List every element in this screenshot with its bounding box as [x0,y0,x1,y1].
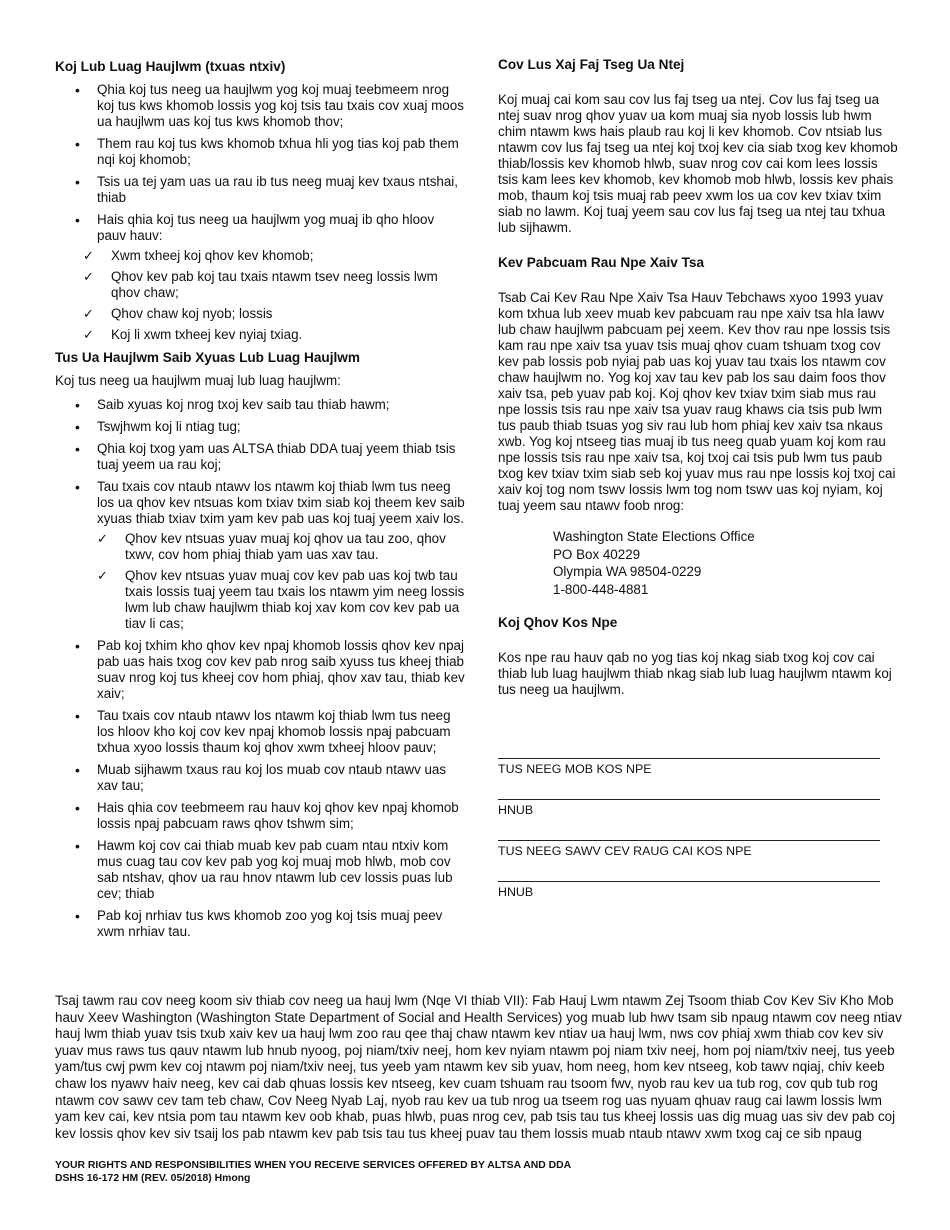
client-signature-line[interactable] [498,728,880,759]
list-item: • Tswjhwm koj li ntiag tug; [55,419,465,435]
advance-directive-text: Koj muaj cai kom sau cov lus faj tseg ua ntej. Cov lus faj tseg ua ntej suav nrog qhov yuav ua kom muaj sia nyob lossis lub hwm chim ntawm kws hais plaub rau koj li kev khomob. Cov ntsiab lus ntawm cov lus faj tseg ua ntej koj txoj kev cia siab txog kev khomob thiab/lossis kev khomob hlwb, suav nrog cov cai kom lees lossis tsis kam lees kev khomob, kev khomob mob hlwb, lossis kev phais mob, thaum koj tsis muaj rab peev xwm los ua cov kev txiav txim siab no lawm. Koj tuaj yeem sau cov lus faj tseg ua ntej tau txhua lub sijhawm. [498,92,898,235]
list-item: • Pab koj txhim kho qhov kev npaj khomob lossis qhov kev npaj pab uas hais txog cov kev pab nrog saib xyuss tus kheej thiab suav nrog koj tus kheej cov hom phiaj, qhov xav tau, thiab kev xaiv; [55,638,465,702]
representative-signature-label: TUS NEEG SAWV CEV RAUG CAI KOS NPE [498,844,752,858]
list-item-text: Hais qhia koj tus neeg ua haujlwm yog muaj ib qho hloov pauv hauv: [97,212,435,243]
checklist-item: ✓ Qhov kev ntsuas yuav muaj koj qhov ua tau zoo, qhov txwv, cov hom phiaj thiab yam uas xav tau. [97,531,465,563]
voter-registration-heading: Kev Pabcuam Rau Npe Xaiv Tsa [498,255,705,270]
representative-signature-line[interactable] [498,818,880,841]
signature-heading: Koj Qhov Kos Npe [498,615,618,630]
list-item: • Tau txais cov ntaub ntawv los ntawm koj thiab lwm tus neeg los hloov kho koj cov kev npaj khomob lossis npaj pabcuam txhua xyoo lossis thaum koj qhov xwm txheej hloov pauv; [55,708,465,756]
advance-directive-heading: Cov Lus Xaj Faj Tseg Ua Ntej [498,57,685,72]
responsibilities-heading: Koj Lub Luag Haujlwm (txuas ntxiv) [55,59,286,74]
client-date-label: HNUB [498,803,534,817]
representative-date-label: HNUB [498,885,534,899]
form-footer [55,1160,571,1185]
signature-instructions: Kos npe rau hauv qab no yog tias koj nkag siab txog koj cov cai thiab lub luag haujlwm thiab nkag siab lub luag haujlwm ntawm koj tus neeg ua haujlwm. [498,650,892,697]
address-phone: 1-800-448-4881 [553,581,649,597]
assessment-checklist [97,531,465,632]
checklist-item: ✓ Qhov kev pab koj tau txais ntawm tsev neeg lossis lwm qhov chaw; [83,269,465,301]
worker-responsibilities-heading: Tus Ua Haujlwm Saib Xyuas Lub Luag Haujlwm [55,350,360,365]
list-item-text: Tau txais cov ntaub ntawv los ntawm koj thiab lwm tus neeg los ua qhov kev ntsuas kom txiav txim siab koj theem kev saib xyuas thiab txiav txim yam kev pab uas koj tuaj yeem xaiv los. [97,479,465,526]
worker-intro: Koj tus neeg ua haujlwm muaj lub luag haujlwm: [55,373,341,388]
address-line: Washington State Elections Office [553,529,755,544]
address-line: Olympia WA 98504-0229 [553,564,702,579]
responsibilities-list [55,82,465,343]
nondiscrimination-notice: Tsaj tawm rau cov neeg koom siv thiab cov neeg ua hauj lwm (Nqe VI thiab VII): Fab Hauj Lwm ntawm Zej Tsoom thiab Cov Kev Siv Kho Mob hauv Xeev Washington (Washington State Department of Social and Health Services) yog muab lub hwv tsam sib npaug ntawm cov neeg ntiav hauj lwm thiab yuav tsis txub xaiv kev ua hauj lwm zoo rau qee thaj chaw ntawm kev ntiav ua hauj lwm, nws cov phiaj xwm thiab cov kev siv yuav mus raws tus qauv ntawm lub hnub nyoog, poj niam/txiv neej, hom kev nyiam ntawm poj niam txiv neej, hom poj niam/txiv neej, tus yeeb yam/tus cwj pwm kev coj ntawm poj niam/txiv neej, tus yeeb yam ntawm kev sib yuav, hom neeg, hom kev ntseeg, kob tawv nqiaj, chiv keeb chaw los nyawv haiv neeg, kev cai dab qhuas lossis kev ntseeg, kev cuam tshuam rau tsoom fwv, nyob rau kev ua tub rog, cov qub tub rog ntawm cov sawv cev tam teb chaw, Cov Neeg Nyab Laj, nyob rau kev ua tub nrog ua tseem rog uas nyuam qhuav raug cai lawm lossis lwm yam kev cai, kev ntsia pom tau ntawm kev oob khab, puas hlwb, puas nrog cev, pab tsis tau tus kheej lossis uas dig muag uas siv dev pab coj kev lossis qhov kev siv tsaij los pab ntawm kev pab tsis tau tus kheej puav tau them lossis muab ntaub ntawv xwm txog caj ce sib npaug [55,993,902,1141]
list-item: • Qhia koj txog yam uas ALTSA thiab DDA tuaj yeem thiab tsis tuaj yeem ua rau koj; [55,441,465,473]
address-line: PO Box 40229 [553,546,641,562]
representative-date-line[interactable] [498,859,880,882]
elections-office-address [553,528,898,598]
checklist-item: ✓ Xwm txheej koj qhov kev khomob; [83,248,465,264]
checklist-item: ✓ Qhov chaw koj nyob; lossis [83,306,465,322]
left-column [55,58,465,946]
list-item: • Muab sijhawm txaus rau koj los muab cov ntaub ntawv uas xav tau; [55,762,465,794]
change-checklist [83,248,465,343]
list-item: • Hawm koj cov cai thiab muab kev pab cuam ntau ntxiv kom mus cuag tau cov kev pab yog koj muaj mob hlwb, mob cov sab ntshav, qhov ua rau hnov ntawm lub cev lossis puas lub cev; thiab [55,838,465,902]
footer-title: YOUR RIGHTS AND RESPONSIBILITIES WHEN YOU RECEIVE SERVICES OFFERED BY ALTSA AND DDA [55,1160,572,1171]
checklist-item: ✓ Koj li xwm txheej kev nyiaj txiag. [83,327,465,343]
list-item: • Them rau koj tus kws khomob txhua hli yog tias koj pab them nqi koj khomob; [55,136,465,168]
list-item: • Pab koj nrhiav tus kws khomob zoo yog koj tsis muaj peev xwm nrhiav tau. [55,908,465,940]
right-column [498,56,898,900]
list-item [55,212,465,343]
client-signature-label: TUS NEEG MOB KOS NPE [498,762,652,776]
list-item [55,479,465,632]
worker-list [55,397,465,940]
footer-form-number: DSHS 16-172 HM (REV. 05/2018) Hmong [55,1172,251,1184]
list-item: • Qhia koj tus neeg ua haujlwm yog koj muaj teebmeem nrog koj tus kws khomob lossis yog koj tsis tau txais cov xuaj moos ua haujlwm uas koj tus kws khomob thov; [55,82,465,130]
list-item-text: Tsis ua tej yam uas ua rau ib tus neeg muaj kev txaus ntshai, thiab [97,174,458,205]
checklist-item: ✓ Qhov kev ntsuas yuav muaj cov kev pab uas koj twb tau txais lossis tuaj yeem tau txais los ntawm yim neeg lossis lwm lub chaw haujlwm thiab koj xav kom cov kev pab ua tiav li cas; [97,568,465,632]
client-date-line[interactable] [498,777,880,800]
list-item: • Saib xyuas koj nrog txoj kev saib tau thiab hawm; [55,397,465,413]
list-item [55,174,465,206]
list-item: • Hais qhia cov teebmeem rau hauv koj qhov kev npaj khomob lossis npaj pabcuam raws qhov tshwm sim; [55,800,465,832]
voter-registration-text: Tsab Cai Kev Rau Npe Xaiv Tsa Hauv Tebchaws xyoo 1993 yuav kom txhua lub xeev muab kev pabcuam rau npe xaiv tsa hla lawv lub chaw haujlwm pabcuam pej xeem. Kev thov rau npe lossis tsis kam rau npe xaiv tsa yuav tsis muaj qhov cuam tshuam txog cov kev pab lossis pob nyiaj pab uas koj yuav tau txais los ntawm cov chaw haujlwm no. Yog koj xav tau kev pab los sau daim foos thov xaiv tsa, peb yuav pab koj. Koj qhov kev txiav txim siab mus rau npe lossis tsis rau npe xaiv tsa yuav raug khaws cia tsis pub lwm tus paub thiab tsuas yog siv rau lub hom phiaj kev xaiv tsa nkaus xwb. Yog koj ntseeg tias muaj ib tus neeg quab yuam koj kom rau npe lossis tsis rau npe xaiv tsa, koj txoj cai tsis pub lwm tus paub txog kev txiav txim siab seb koj yuav mus rau npe lossis koj txoj cai xaiv koj tog nom tswv lossis lwm tog nom tswv uas koj nyiam, koj tuaj yeem sau ntawv foob nrog: [498,290,896,513]
